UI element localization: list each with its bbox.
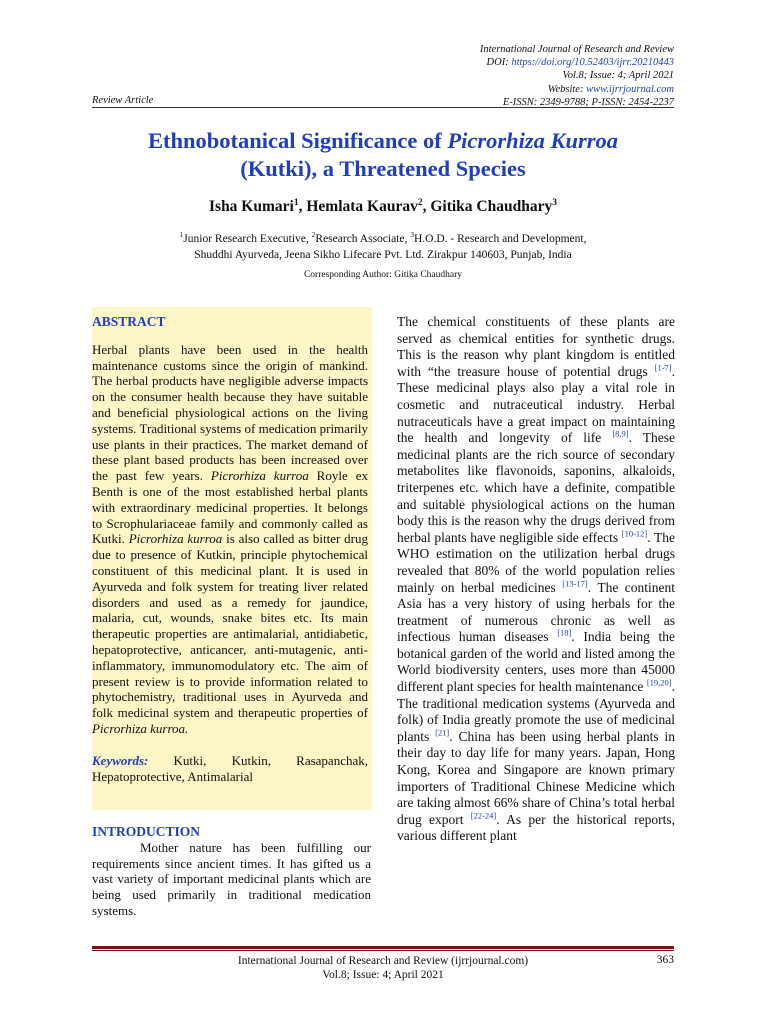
doi-link[interactable]: https://doi.org/10.52403/ijrr.20210443: [511, 57, 674, 69]
introduction-text: Mother nature has been fulfilling our requirements since ancient times. It has gifted us a vast variety of important medicinal plants which are being used primarily in traditional medication systems.: [92, 839, 371, 918]
citation[interactable]: [22-24]: [470, 810, 497, 821]
page-footer: [92, 954, 674, 982]
citation[interactable]: [1-7]: [654, 362, 672, 373]
issn-line: E-ISSN: 2349-9788; P-ISSN: 2454-2237: [502, 96, 674, 108]
citation[interactable]: [8,9]: [612, 428, 629, 439]
header-divider: [92, 107, 674, 108]
introduction-heading: INTRODUCTION: [92, 824, 201, 839]
corresponding-author: Corresponding Author: Gitika Chaudhary: [303, 270, 463, 280]
doi-line: DOI: https://doi.org/10.52403/ijrr.20210443: [486, 57, 674, 69]
abstract-heading: ABSTRACT: [92, 314, 166, 329]
citation[interactable]: [10-12]: [621, 528, 648, 539]
body-paragraph: The chemical constituents of these plants are served as chemical entities for synthetic drugs. This is the reason why plant kingdom is entitled with “the treasure house of potential drugs [1-7]. These medicinal plays also play a vital role in cosmetic and nutraceutical industry. Herbal nutraceuticals have a great impact on maintaining the health and longevity of life [8,9]. These medicinal plants are the rich source of secondary metabolites like flavonoids, saponins, alkaloids, triterpenes etc. which have a definite, compatible and suitable physiological actions on the human body this is the reason why the drugs derived from herbal plants have negligible side effects [10-12]. The WHO estimation on the utilization herbal drugs revealed that 80% of the world population relies mainly on herbal medicines [13-17]. The continent Asia has a very history of using herbals for the treatment of numerous chronic as well as infectious human diseases [18]. India being the botanical garden of the world and listed among the World biodiversity centers, uses more than 45000 different plant species for health maintenance [19,20]. The traditional medication systems (Ayurveda and folk) of India greatly promote the use of medicinal plants [21]. China has been using herbal plants in their day to day life for many years. Japan, Hong Kong, Korea and Singapore are known primary importers of Traditional Chinese Medicine which are taking almost 66% share of China’s total herbal drug export [22-24]. As per the historical reports, various different plant: [397, 314, 676, 844]
keywords-label: Keywords:: [92, 752, 149, 768]
journal-name: International Journal of Research and Review: [479, 44, 674, 55]
article-title: Ethnobotanical Significance of Picrorhiza Kurroa (Kutki), a Threatened Species: [147, 128, 619, 181]
citation[interactable]: [18]: [557, 627, 572, 638]
author-name: Gitika Chaudhary: [430, 198, 553, 216]
author-list: Isha Kumari$^1$, Hemlata Kaurav$^2$, Gitika Chaudhary$^3$: [209, 198, 557, 216]
title-species: Picrorhiza Kurroa: [447, 128, 619, 153]
article-type: Review Article: [92, 95, 154, 106]
page-number: 363: [656, 954, 674, 966]
abstract-text: Herbal plants have been used in the health maintenance customs since the origin of mankind. The herbal products have negligible adverse impacts on the consumer health because they have suitable and beneficial physiological actions on the living systems. Traditional systems of medication primarily use plants in their practices. The market demand of these plant based products has been increased over the past few years. Picrorhiza kurroa Royle ex Benth is one of the most established herbal plants with extraordinary medicinal properties. It belongs to Scrophulariaceae family and commonly called as Kutki. Picrorhiza kurroa is also called as bitter drug due to presence of Kutkin, principle phytochemical constituent of this medicinal plant. It is used in Ayurveda and folk system for treating liver related disorders and used as a remedy for jaundice, malaria, cut, wounds, snake bites etc. Its main therapeutic properties are antimalarial, antidiabetic, hepatoprotective, anticancer, anti-mutagenic, anti-inflammatory, immunomodulatory etc. The aim of present review is to provide information related to phytochemistry, traditional uses in Ayurveda and folk medicinal system and therapeutic properties of Picrorhiza kurroa.: [92, 341, 368, 736]
footer-journal: International Journal of Research and Review (ijrrjournal.com): [237, 955, 529, 967]
abstract-box: [92, 307, 372, 810]
journal-header: [254, 43, 674, 109]
volume-issue: Vol.8; Issue: 4; April 2021: [562, 70, 674, 82]
affiliation: $^1$Junior Research Executive, $^2$Research Associate, $^3$H.O.D. - Research and Development, Shuddhi Ayurveda, Jeena Sikho Lifecare Pvt. Ltd. Zirakpur 140603, Punjab, India: [179, 230, 587, 261]
author-name: Isha Kumari: [209, 198, 294, 216]
footer-divider: [92, 946, 674, 949]
website-link[interactable]: www.ijrrjournal.com: [586, 83, 674, 95]
introduction-section: [92, 824, 371, 919]
website-line: Website: www.ijrrjournal.com: [547, 83, 674, 95]
citation[interactable]: [13-17]: [562, 578, 588, 588]
author-name: Hemlata Kaurav: [306, 198, 418, 216]
footer-divider-thin: [92, 950, 674, 951]
footer-volume: Vol.8; Issue: 4; April 2021: [322, 969, 444, 981]
right-column-text: [397, 314, 675, 845]
citation[interactable]: [21]: [435, 727, 450, 738]
abstract-content: [92, 314, 368, 784]
citation[interactable]: [19,20]: [646, 677, 672, 688]
keywords: Keywords: Kutki, Kutkin, Rasapanchak, Hepatoprotective, Antimalarial: [92, 752, 368, 784]
